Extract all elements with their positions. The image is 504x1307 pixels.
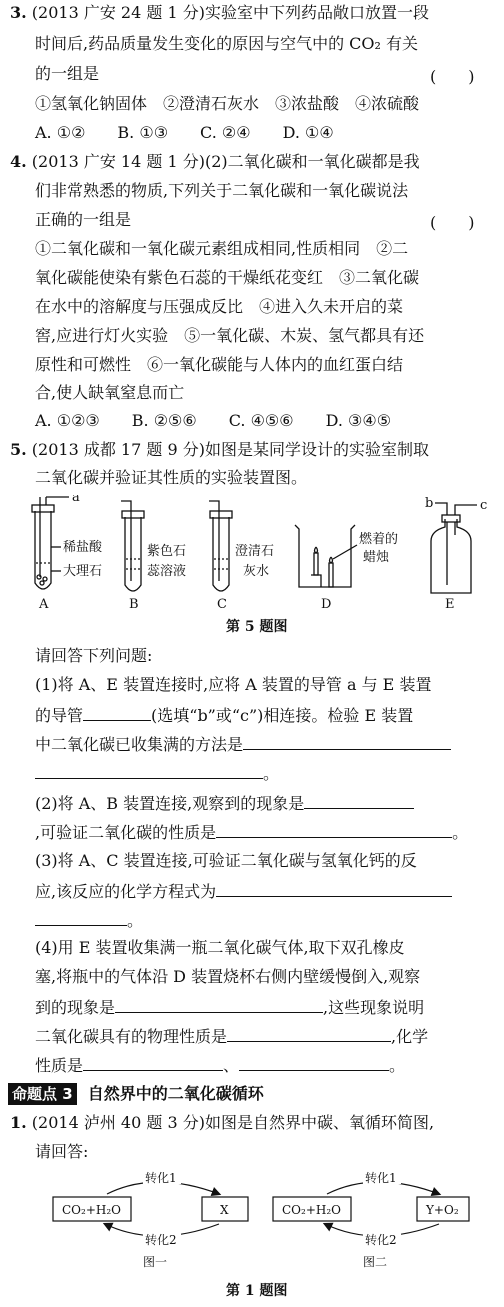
fig1-bottom-label: 转化2: [145, 1233, 177, 1247]
apparatus-d: [295, 525, 357, 587]
q5-p4-text-c: 二氧化碳具有的物理性质是: [35, 1027, 228, 1046]
q5-p2-line-2: [35, 821, 468, 843]
q5-p1-line-1: (1)将 A、E 装置连接时,应将 A 装置的导管 a 与 E 装置: [35, 675, 432, 694]
q5-p1-text-a: 的导管: [35, 706, 84, 725]
fig1-right-text: X: [220, 1203, 229, 1217]
q5-p3-line-2: [35, 880, 452, 902]
q5-p1-end: 。: [263, 764, 280, 783]
q4-stem-2: 们非常熟悉的物质,下列关于二氧化碳和一氧化碳说法: [35, 181, 409, 200]
q5-p3-line-3: [35, 909, 143, 931]
apparatus-b: [121, 501, 144, 591]
q4-stem-1: (2013 广安 14 题 1 分)(2)二氧化碳和一氧化碳都是我: [31, 152, 420, 171]
apparatus-e: [431, 503, 477, 593]
q1-cycle-figure: [45, 1162, 495, 1272]
q5-p4-text-f: 、: [223, 1056, 240, 1075]
fig-label-b: B: [129, 597, 139, 612]
q5-p1-text-c: 中二氧化碳已收集满的方法是: [35, 735, 244, 754]
q5-stem-1: (2013 成都 17 题 9 分)如图是某同学设计的实验室制取: [31, 440, 429, 459]
label-dilute-hcl: 稀盐酸: [63, 540, 103, 555]
q5-p4-text-a: 到的现象是: [35, 998, 116, 1017]
q3-answer-paren[interactable]: ( ): [430, 67, 475, 86]
q5-line-1: [10, 440, 429, 460]
label-candle-2: 蜡烛: [363, 550, 390, 565]
q3-choices: A. ①② B. ①③ C. ②④ D. ①④: [35, 123, 334, 142]
q5-p1-blank-1[interactable]: [83, 704, 151, 721]
q1-line-1: [10, 1113, 434, 1133]
q5-p3-end: 。: [127, 911, 144, 930]
tube-label-b: b: [425, 496, 434, 511]
q5-p2-text-a: (2)将 A、B 装置连接,观察到的现象是: [35, 794, 305, 813]
q5-p1-line-2: [35, 704, 413, 726]
q4-choices: A. ①②③ B. ②⑤⑥ C. ④⑤⑥ D. ③④⑤: [35, 411, 392, 430]
q5-p4-text-b: ,这些现象说明: [323, 998, 425, 1017]
q3-stem-1: (2013 广安 24 题 1 分)实验室中下列药品敞口放置一段: [31, 3, 429, 22]
q5-p4-line-4: [35, 1025, 428, 1047]
label-limewater-2: 灰水: [243, 564, 270, 579]
q4-stem-7: 窖,应进行灯火实验 ⑤一氧化碳、木炭、氢气都具有还: [35, 326, 425, 345]
q5-p4-blank-2[interactable]: [227, 1025, 391, 1042]
section-title: 自然界中的二氧化碳循环: [87, 1084, 264, 1103]
fig2-left-text: CO₂+H₂O: [282, 1203, 341, 1217]
q4-line-1: [10, 152, 420, 172]
q5-p2-blank-2[interactable]: [216, 821, 452, 838]
q4-stem-4: ①二氧化碳和一氧化碳元素组成相同,性质相同 ②二: [35, 239, 409, 258]
q5-p1-blank-3[interactable]: [35, 762, 263, 779]
q5-p3-blank-2[interactable]: [35, 909, 127, 926]
q5-p4-line-2: 塞,将瓶中的气体沿 D 装置烧杯右侧内壁缓慢倒入,观察: [35, 967, 421, 986]
q4-answer-paren[interactable]: ( ): [430, 213, 475, 232]
q5-apparatus-figure: [25, 495, 495, 615]
q4-stem-5: 氧化碳能使染有紫色石蕊的干燥纸花变红 ③二氧化碳: [35, 268, 420, 287]
q5-p2-line-1: [35, 792, 414, 814]
q5-p1-line-4: [35, 762, 279, 784]
q3-stem-2: 时间后,药品质量发生变化的原因与空气中的 CO₂ 有关: [35, 34, 419, 53]
fig2-right-text: Y+O₂: [426, 1203, 459, 1217]
label-marble: 大理石: [63, 564, 103, 579]
q3-stem-3: 的一组是: [35, 64, 100, 83]
q4-stem-3: 正确的一组是: [35, 210, 132, 229]
q5-p4-blank-1[interactable]: [115, 996, 323, 1013]
apparatus-c: [209, 501, 232, 591]
q5-p4-blank-4[interactable]: [239, 1054, 389, 1071]
q1-number: 1.: [10, 1113, 27, 1132]
q5-p2-end: 。: [452, 823, 469, 842]
label-candle-1: 燃着的: [359, 532, 399, 547]
q5-p4-line-5: [35, 1054, 405, 1076]
q4-stem-8: 原性和可燃性 ⑥一氧化碳能与人体内的血红蛋白结: [35, 355, 404, 374]
q5-number: 5.: [10, 440, 27, 459]
tube-label-a: a: [72, 495, 80, 505]
q3-number: 3.: [10, 3, 27, 22]
q4-stem-6: 在水中的溶解度与压强成反比 ④进入久未开启的菜: [35, 297, 404, 316]
q5-p2-text-b: ,可验证二氧化碳的性质是: [35, 823, 217, 842]
q5-p3-blank-1[interactable]: [216, 880, 452, 897]
fig-label-d: D: [321, 597, 332, 612]
q5-p4-text-e: 性质是: [35, 1056, 84, 1075]
q3-items: ①氢氧化钠固体 ②澄清石灰水 ③浓盐酸 ④浓硫酸: [35, 94, 420, 113]
fig-label-e: E: [445, 597, 455, 612]
q5-p4-line-1: (4)用 E 装置收集满一瓶二氧化碳气体,取下双孔橡皮: [35, 938, 405, 957]
section-header: [8, 1083, 264, 1105]
q5-p1-blank-2[interactable]: [243, 733, 451, 750]
fig-label-c: C: [217, 597, 227, 612]
q3-line-1: [10, 3, 429, 23]
label-litmus-2: 蕊溶液: [147, 564, 187, 579]
q1-stem-2: 请回答:: [35, 1142, 89, 1161]
label-limewater-1: 澄清石: [235, 544, 275, 559]
q5-p1-line-3: [35, 733, 451, 755]
q1-stem-1: (2014 泸州 40 题 3 分)如图是自然界中碳、氧循环简图,: [31, 1113, 435, 1132]
q5-p2-blank-1[interactable]: [304, 792, 414, 809]
fig1-caption: 图一: [143, 1255, 168, 1269]
q5-p3-line-1: (3)将 A、C 装置连接,可验证二氧化碳与氢氧化钙的反: [35, 851, 417, 870]
fig1-top-label: 转化1: [145, 1171, 177, 1185]
q4-number: 4.: [10, 152, 27, 171]
q5-stem-2: 二氧化碳并验证其性质的实验装置图。: [35, 468, 308, 487]
q5-p4-text-d: ,化学: [391, 1027, 429, 1046]
label-litmus-1: 紫色石: [147, 544, 187, 559]
q5-p4-blank-3[interactable]: [83, 1054, 223, 1071]
fig1-left-text: CO₂+H₂O: [62, 1203, 121, 1217]
fig-label-a: A: [39, 597, 49, 612]
q5-p1-text-b: (选填“b”或“c”)相连接。检验 E 装置: [151, 706, 414, 725]
tube-label-c: c: [480, 498, 488, 513]
fig2-caption: 图二: [363, 1255, 388, 1269]
q5-prompt: 请回答下列问题:: [35, 646, 153, 665]
q5-caption: 第 5 题图: [226, 619, 288, 635]
q4-stem-9: 合,使人缺氧窒息而亡: [35, 383, 185, 402]
fig2-bottom-label: 转化2: [365, 1233, 397, 1247]
q5-p3-text: 应,该反应的化学方程式为: [35, 882, 217, 901]
q5-p4-end: 。: [389, 1056, 406, 1075]
fig2-top-label: 转化1: [365, 1171, 397, 1185]
q1-caption: 第 1 题图: [226, 1283, 288, 1299]
q5-p4-line-3: [35, 996, 424, 1018]
section-tag: 命题点 3: [8, 1083, 77, 1105]
